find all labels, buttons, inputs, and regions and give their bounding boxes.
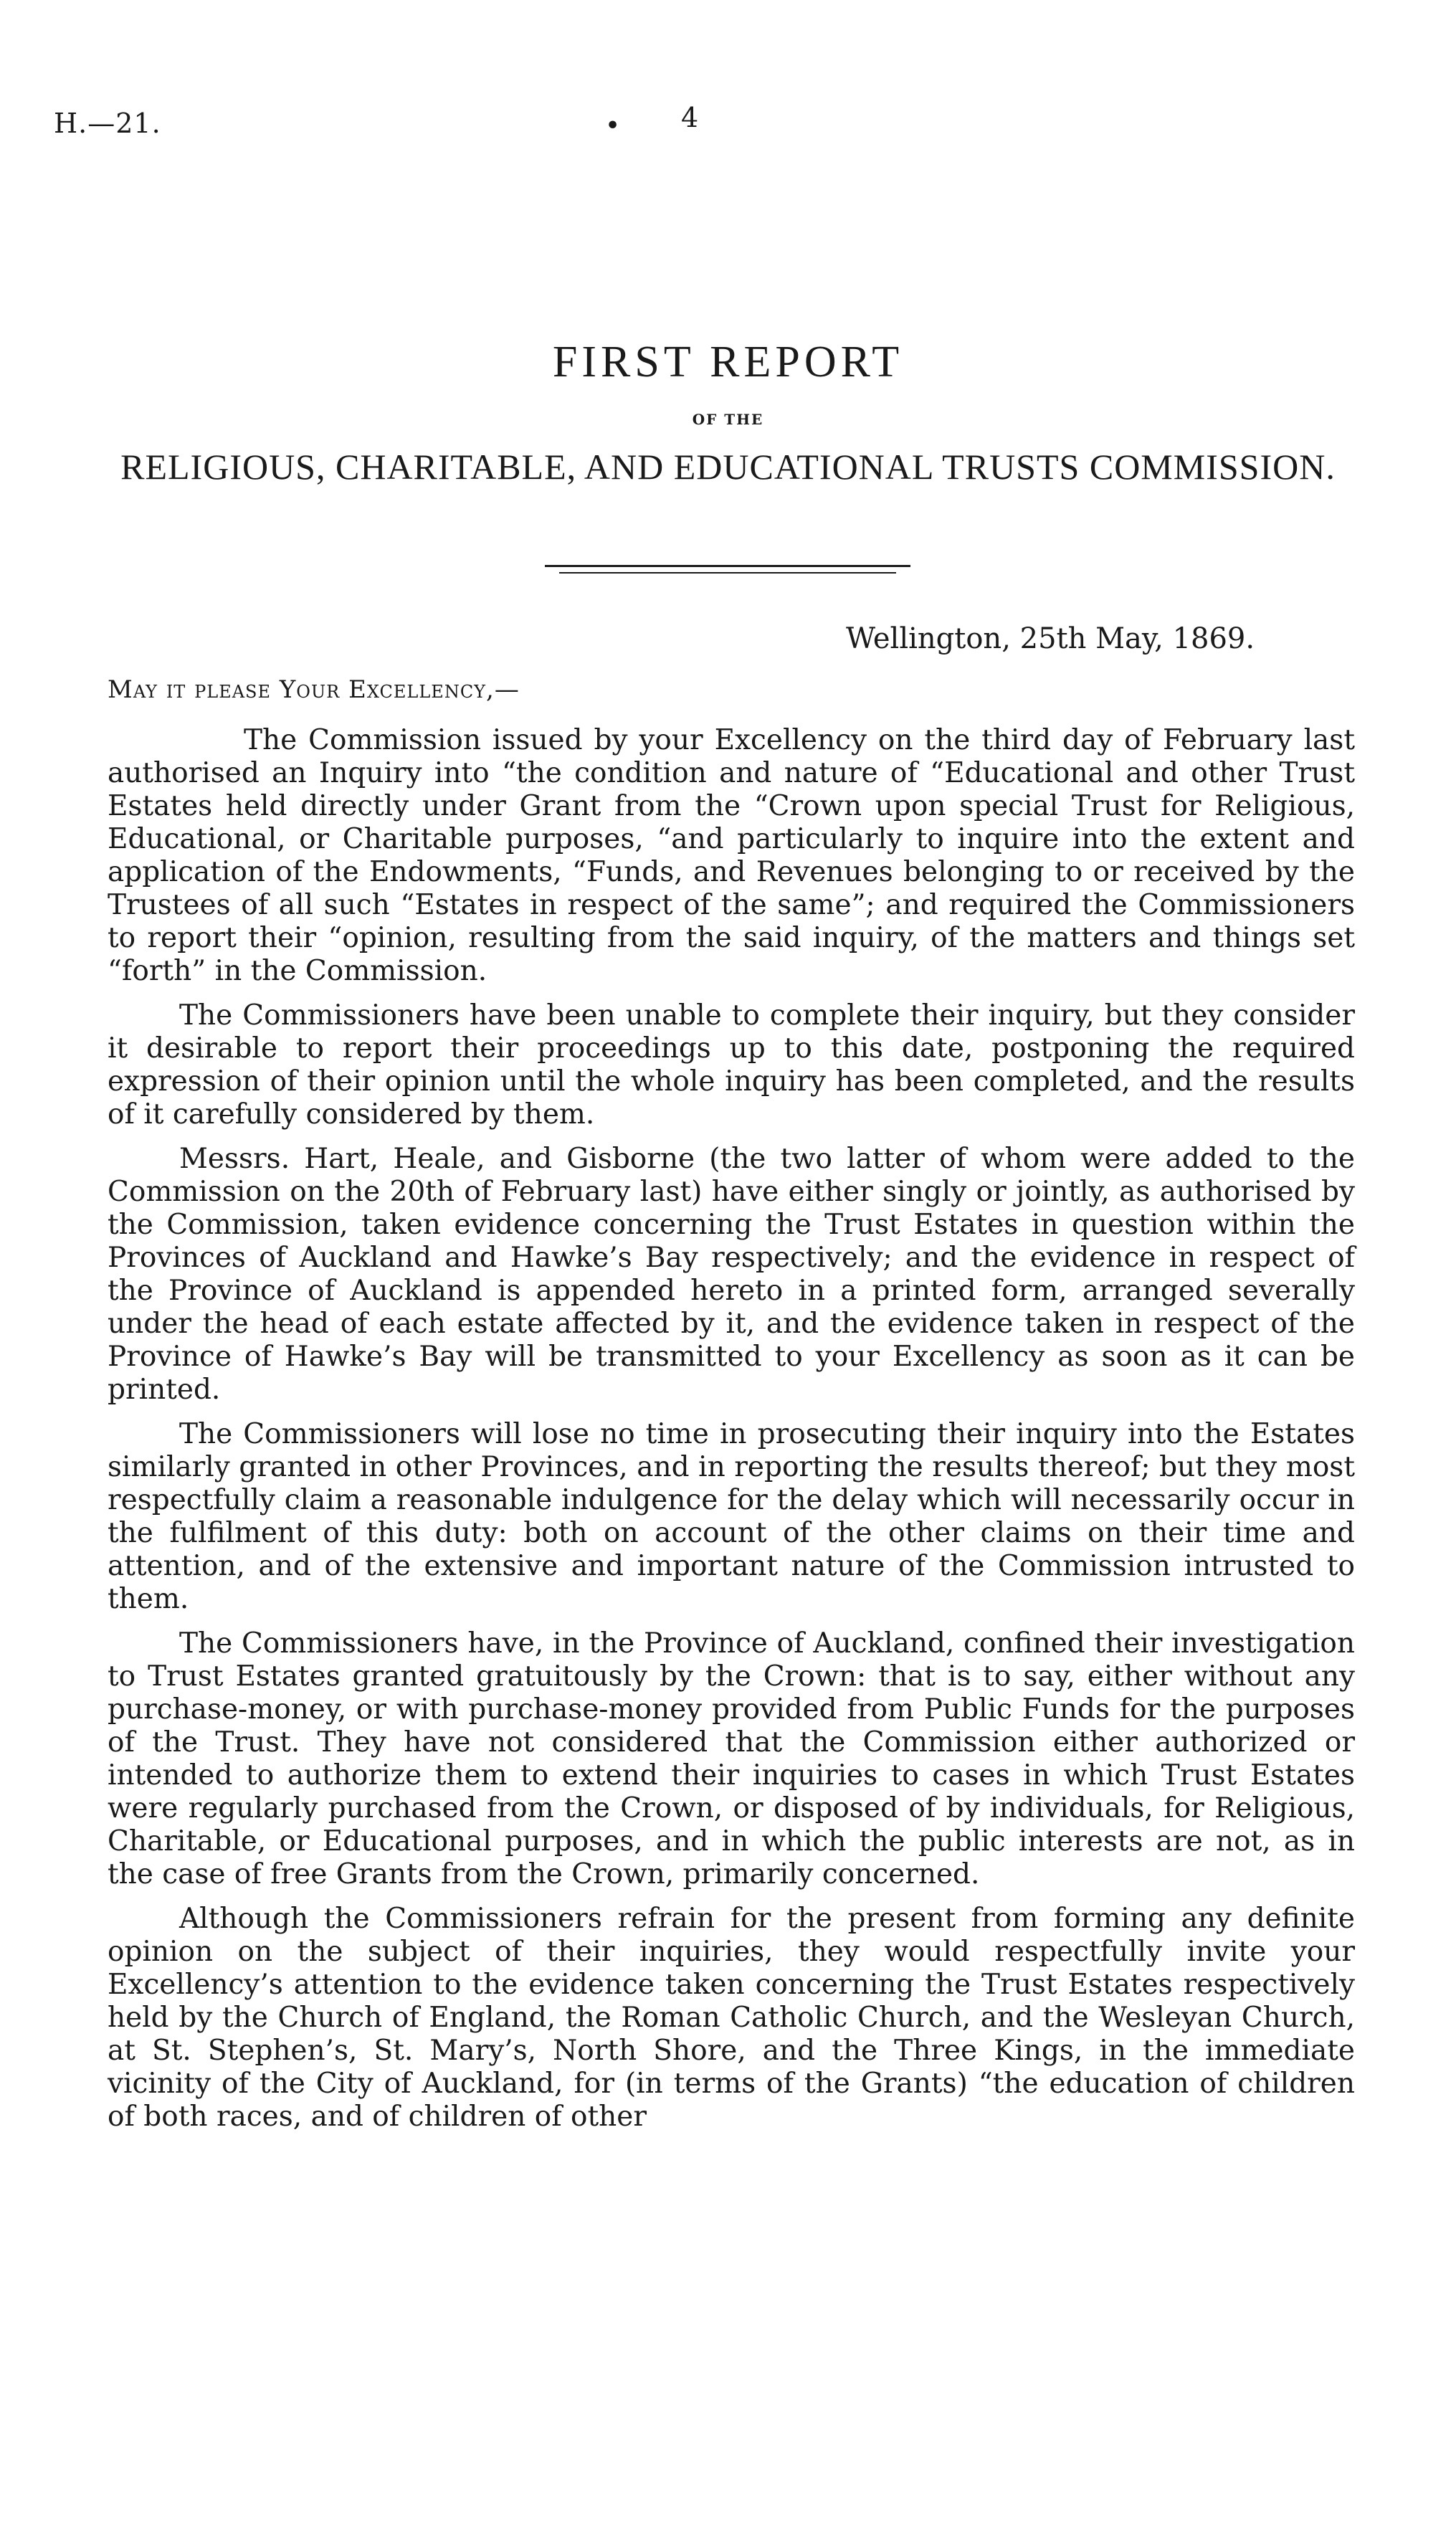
paragraph-5: The Commissioners have, in the Province of Auckland, confined their investigation to Trust Estates granted gratuitously by the Crown: that is to say, either without any purchase-money, or with purchase-money provided from Public Funds for the purposes of the Trust. They have not considered that the Commission either authorized or intended to authorize them to extend their inquiries to cases in which Trust Estates were regularly purchased from the Crown, or disposed of by individuals, for Religious, Charitable, or Educational purposes, and in which the public interests are not, as in the case of free Grants from the Crown, primarily concerned. (108, 1627, 1355, 1890)
paragraph-1: The Commission issued by your Excellency on the third day of February last authorised an Inquiry into “the condition and nature of “Educational and other Trust Estates held directly under Grant from the “Crown upon special Trust for Religious, Educational, or Charitable purposes, “and particularly to inquire into the extent and application of the Endowments, “Funds, and Revenues belonging to or received by the Trustees of all such “Estates in respect of the same”; and required the Commissioners to report their “opinion, resulting from the said inquiry, of the matters and things set “forth” in the Commission. (108, 724, 1355, 987)
paragraph-6: Although the Commissioners refrain for the present from forming any definite opinion on the subject of their inquiries, they would respectfully invite your Excellency’s attention to the evidence taken concerning the Trust Estates respectively held by the Church of England, the Roman Catholic Church, and the Wesleyan Church, at St. Stephen’s, St. Mary’s, North Shore, and the Three Kings, in the immediate vicinity of the City of Auckland, for (in terms of the Grants) “the education of children of both races, and of children of other (108, 1903, 1355, 2133)
commission-name: RELIGIOUS, CHARITABLE, AND EDUCATIONAL TRUSTS COMMISSION. (120, 447, 1336, 487)
header-dot: • (606, 113, 620, 138)
paragraph-3: Messrs. Hart, Heale, and Gisborne (the two latter of whom were added to the Commission on the 20th of February last) have either singly or jointly, as authorised by the Commission, taken evidence concerning the Trust Estates in question within the Provinces of Auckland and Hawke’s Bay respectively; and the evidence in respect of the Province of Auckland is appended hereto in a printed form, arranged severally under the head of each estate affected by it, and the evidence taken in respect of the Province of Hawke’s Bay will be transmitted to your Excellency as soon as it can be printed. (108, 1143, 1355, 1406)
document-reference: H.—21. (54, 108, 161, 139)
page-number: 4 (681, 102, 699, 133)
report-title-connector: OF THE (692, 411, 764, 428)
paragraph-4: The Commissioners will lose no time in prosecuting their inquiry into the Estates similarly granted in other Provinces, and in reporting the results thereof; but they most respectfully claim a reasonable indulgence for the delay which will necessarily occur in the fulfilment of this duty: both on account of the other claims on their time and attention, and of the extensive and important nature of the Commission intrusted to them. (108, 1418, 1355, 1615)
dateline: Wellington, 25th May, 1869. (846, 622, 1255, 655)
salutation: May it please Your Excellency,— (108, 675, 520, 704)
title-divider-bottom (559, 572, 896, 574)
paragraph-2: The Commissioners have been unable to complete their inquiry, but they consider it desirable to report their proceedings up to this date, postponing the required expression of their opinion until the whole inquiry has been completed, and the results of it carefully considered by them. (108, 999, 1355, 1131)
title-divider-top (545, 565, 910, 567)
report-body (108, 724, 1355, 2145)
report-title: FIRST REPORT (552, 338, 904, 386)
